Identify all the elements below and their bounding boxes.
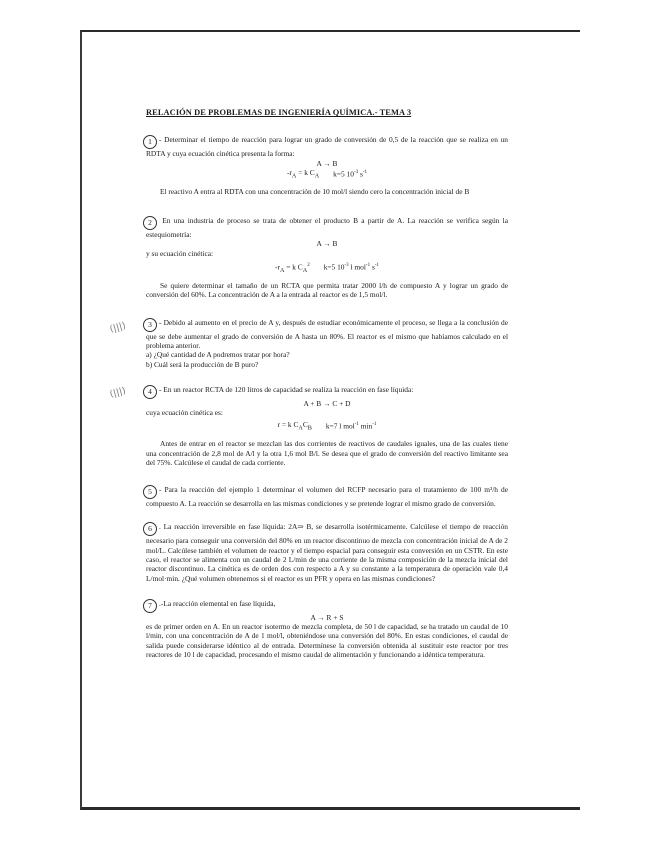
problem-2 (146, 216, 508, 300)
problem-text: .-La reacción elemental en fase líquida, (159, 598, 276, 608)
rate-equation: $-r_A = k$ $C_A^2$ k=5 $10^{-3}$ l mol$^{-1}$ $s^{-1}$ (275, 262, 379, 274)
problem-number: 5 (143, 485, 157, 499)
page-title: RELACIÓN DE PROBLEMAS DE INGENIERÍA QUÍMICA.- TEMA 3 (146, 108, 412, 117)
reaction-equation: A → B (316, 158, 338, 168)
rate-equation: r = k $C_AC_B$ k=7 l mol$^{-1}$ $\min^{-1}$ (277, 420, 377, 432)
problem-text: - En un reactor RCTA de 120 litros de capacidad se realiza la reacción en fase líquida: (159, 384, 414, 394)
problem-text: - Para la reacción del ejemplo 1 determinar el volumen del RCFP necesario para el tratamiento de 100 m³/h de compuesto A. La reacción se desarrolla en las mismas condiciones y se pretende lograr el mismo grado de conversión. (146, 485, 508, 509)
question-a: a) ¿Qué cantidad de A podremos tratar por hora? (146, 350, 290, 360)
handwritten-note: (|||) (108, 320, 127, 335)
reaction-equation: A → R + S (310, 612, 344, 622)
reaction-equation: A → B (316, 239, 338, 249)
kinetic-label: y su ecuación cinética: (146, 248, 214, 258)
problem-3 (108, 317, 508, 369)
problem-extra: Se quiere determinar el tamaño de un RCTA que permita tratar 2000 l/h de compuesto A y lograr un grado de conversión del 60%. La concentración de A a la entrada al reactor es de 1,5 mol/l. (146, 281, 508, 300)
problem-number: 2 (143, 216, 157, 230)
handwritten-note: (|||) (108, 385, 127, 400)
problem-number: 3 (143, 318, 157, 332)
problem-number: 4 (143, 385, 157, 399)
document-page (108, 108, 508, 673)
problem-text: En una industria de proceso se trata de obtener el producto B a partir de A. La reacción se verifica según la estequiometría: (146, 215, 508, 239)
problem-6 (146, 522, 508, 582)
problem-7 (146, 599, 508, 659)
problem-text: . La reacción irreversible en fase líquida: 2A⇒ B, se desarrolla isotérmicamente. Calcúlese el tiempo de reacción necesario para conseguir una conversión del 80% en un reactor discontinuo de mezcla con concentración inicial de A de 2 mol/L. Calcúlese también el volumen de reactor y el tiempo espacial para conseguir esta conversión en un CSTR. En este caso, el reactor se alimenta con un caudal de 2 L/min de una corriente de la misma composición de la mezcla inicial del reactor discontinuo. La cinética es de orden dos con respecto a A y su constante a la temperatura de operación vale 0,4 L/mol·min. ¿Qué volumen obtenemos si el reactor es un PFR y opera en las mismas condiciones? (146, 522, 508, 583)
problem-number: 1 (143, 135, 157, 149)
problem-extra: es de primer orden en A. En un reactor isotermo de mezcla completa, de 50 l de capacidad, se ha tratado un caudal de 10 l/min, con una concentración de A de 1 mol/l, obteniéndose una conversión del 80%. En estas condiciones, el caudal de salida puede considerarse idéntico al de entrada. Determínese la conversión obtenida al sustituir este reactor por tres reactores de 10 l de capacidad, procesando el mismo caudal de alimentación y funcionando a idéntica temperatura. (146, 622, 508, 660)
rate-equation: $-r_A = k$ $C_A$ k=5 $10^{-3}$ $s^{-1}$ (286, 167, 368, 180)
problem-extra: Antes de entrar en el reactor se mezclan las dos corrientes de reactivos de caudales iguales, una de las cuales tiene una concentración de 2,8 mol de A/l y la otra 1,6 mol B/l. Se desea que el grado de conversión del reactivo limitante sea del 75%. Calcúlese el caudal de cada corriente. (146, 439, 508, 467)
reaction-equation: A + B → C + D (303, 398, 351, 408)
question-b: b) Cuál será la producción de B puro? (146, 359, 259, 369)
problem-1 (146, 135, 508, 196)
problem-5 (146, 485, 508, 508)
problem-4 (108, 384, 508, 467)
problem-text: - Debido al aumento en el precio de A y, después de estudiar económicamente el proceso, se llega a la conclusión de que se debe aumentar el grado de conversión de A hasta un 80%. El reactor es el mismo que habíamos calculado en el problema anterior. (146, 317, 508, 350)
problem-number: 6 (143, 522, 157, 536)
problem-number: 7 (143, 599, 157, 613)
problem-extra: El reactivo A entra al RDTA con una concentración de 10 mol/l siendo cero la concentración inicial de B (160, 186, 470, 196)
kinetic-label: cuya ecuación cinética es: (146, 408, 223, 418)
problem-text: - Determinar el tiempo de reacción para lograr un grado de conversión de 0,5 de la reacción que se realiza en un RDTA y cuya ecuación cinética presenta la forma: (146, 135, 508, 159)
